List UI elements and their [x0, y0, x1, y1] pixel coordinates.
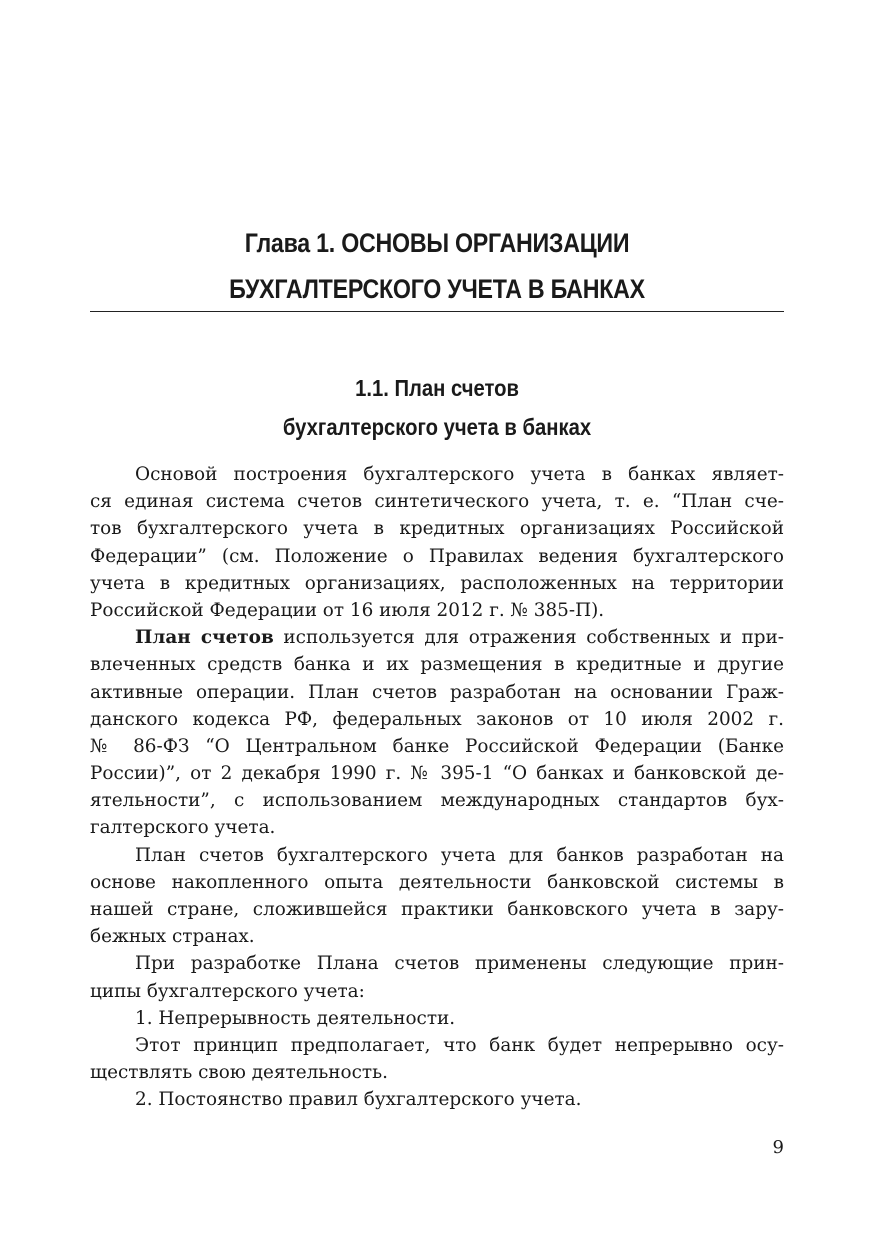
text-line: Федерации” (см. Положение о Правилах ведения бухгалтерского: [90, 545, 784, 567]
text-line: влеченных средств банка и их размещения в кредитные и другие: [90, 654, 784, 676]
chapter-title-line-2: БУХГАЛТЕРСКОГО УЧЕТА В БАНКАХ: [229, 274, 645, 304]
text-line: Российской Федерации от 16 июля 2012 г. № 385-П).: [90, 599, 605, 621]
page-number: 9: [772, 1137, 784, 1158]
text-fragment: используется для отражения собственных и при-: [273, 627, 784, 649]
text-line: При разработке Плана счетов применены следующие прин-: [135, 953, 784, 975]
text-line: данского кодекса РФ, федеральных законов от 10 июля 2002 г.: [90, 708, 784, 730]
text-line: бежных странах.: [90, 926, 255, 948]
text-line: ществлять свою деятельность.: [90, 1062, 388, 1084]
term-plan-schetov: План счетов: [135, 627, 274, 649]
text-line: активные операции. План счетов разработан на основании Граж-: [90, 681, 784, 703]
text-line: План счетов бухгалтерского учета для банков разработан на: [135, 844, 784, 866]
text-line: ся единая система счетов синтетического учета, т. е. “План сче-: [90, 491, 784, 513]
section-title: [132, 369, 743, 447]
text-line: нашей стране, сложившейся практики банковского учета в зару-: [90, 899, 784, 920]
text-line: основе накопленного опыта деятельности банковской системы в: [90, 871, 784, 893]
text-line: учета в кредитных организациях, расположенных на территории: [90, 572, 784, 594]
section-title-line-2: бухгалтерского учета в банках: [282, 414, 592, 440]
text-line: ципы бухгалтерского учета:: [90, 980, 365, 1002]
list-item-1: 1. Непрерывность деятельности.: [135, 1007, 456, 1029]
text-line: Этот принцип предполагает, что банк будет непрерывно осу-: [135, 1034, 784, 1056]
chapter-title: [139, 220, 736, 312]
body-text: [90, 461, 784, 1114]
chapter-divider: [90, 311, 784, 312]
text-line: Основой построения бухгалтерского учета в банках являет-: [135, 464, 784, 485]
section-title-line-1: 1.1. План счетов: [355, 375, 519, 401]
chapter-title-line-1: Глава 1. ОСНОВЫ ОРГАНИЗАЦИИ: [244, 228, 630, 258]
list-item-2: 2. Постоянство правил бухгалтерского учета.: [135, 1089, 582, 1111]
text-line: России)”, от 2 декабря 1990 г. № 395-1 “О банках и банковской де-: [90, 763, 784, 785]
text-line: галтерского учета.: [90, 817, 276, 839]
text-line: ятельности”, с использованием международных стандартов бух-: [90, 790, 784, 812]
text-line: [90, 624, 784, 651]
text-line: № 86-ФЗ “О Центральном банке Российской Федерации (Банке: [90, 735, 784, 757]
text-line: тов бухгалтерского учета в кредитных организациях Российской: [90, 518, 784, 540]
